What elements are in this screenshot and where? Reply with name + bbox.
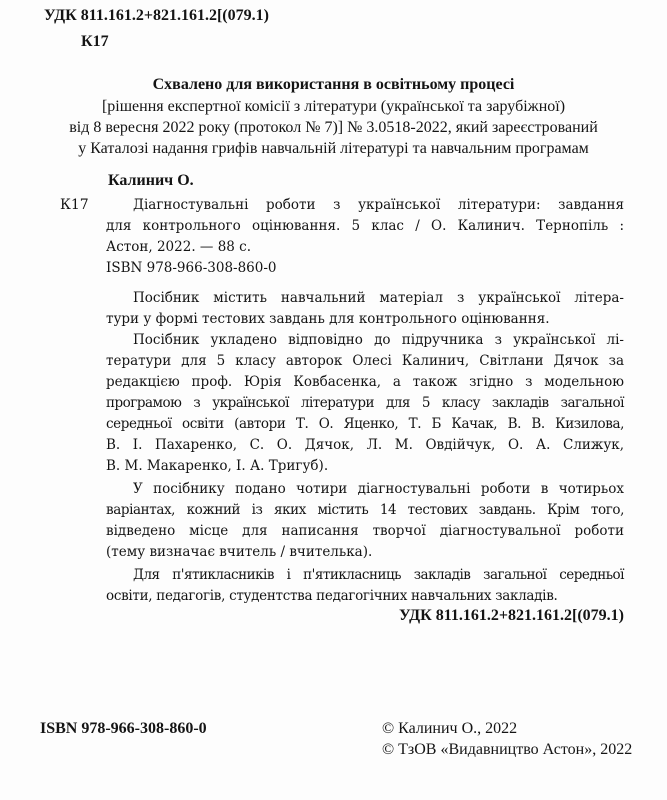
annotation-line: відведено місце для написання творчої діагностувальної роботи	[106, 523, 624, 539]
annotation-line: В. М. Макаренко, І. А. Тригуб).	[106, 458, 329, 474]
approval-line: у Каталозі надання грифів навчальній літературі та навчальним програмам	[78, 140, 589, 157]
udk-code: УДК 811.161.2+821.161.2[(079.1)	[44, 7, 269, 24]
annotation-line: середньої освіти (автори Т. О. Яценко, Т. Б Качак, В. В. Кизилова,	[106, 416, 624, 432]
annotation-line: варіантах, кожний із яких містить 14 тестових завдань. Крім того,	[106, 502, 624, 518]
approval-line: [рішення експертної комісії з літератури (української та зарубіжної)	[101, 98, 566, 115]
annotation-line: освіти, педагогів, студентства педагогічних навчальних закладів.	[106, 588, 558, 604]
bib-line: Діагностувальні роботи з української літератури: завдання	[133, 197, 624, 213]
approval-title: Схвалено для використання в освітньому процесі	[152, 76, 515, 93]
bib-isbn: ISBN 978-966-308-860-0	[106, 260, 277, 276]
annotation-line: Посібник укладено відповідно до підручника з української лі-	[133, 332, 624, 348]
footer-isbn: ISBN 978-966-308-860-0	[40, 720, 207, 737]
annotation-line: Для п'ятикласників і п'ятикласниць закладів загальної середньої	[133, 567, 624, 583]
annotation-line: тератури для 5 класу авторок Олесі Калинич, Світлани Дячок за	[106, 353, 624, 369]
annotation-udk: УДК 811.161.2+821.161.2[(079.1)	[399, 607, 624, 624]
annotation-line: тури у формі тестових завдань для контрольного оцінювання.	[106, 311, 550, 327]
bib-line: Астон, 2022. — 88 с.	[106, 239, 252, 255]
annotation-line: (тему визначає вчитель / вчителька).	[106, 544, 373, 560]
approval-line: від 8 вересня 2022 року (протокол № 7)] № 3.0518-2022, який зареєстрований	[69, 119, 598, 136]
copyright-publisher: © ТзОВ «Видавництво Астон», 2022	[382, 741, 633, 758]
annotation-line: Посібник містить навчальний матеріал з української літера-	[133, 290, 624, 306]
bib-line: для контрольного оцінювання. 5 клас / О. Калинич. Тернопіль :	[106, 218, 624, 234]
author-name: Калинич О.	[108, 172, 194, 189]
bbk-code: К17	[81, 33, 109, 50]
annotation-line: В. І. Пахаренко, С. О. Дячок, Л. М. Овдійчук, О. А. Слижук,	[106, 437, 624, 453]
annotation-line: У посібнику подано чотири діагностувальні роботи в чотирьох	[133, 481, 624, 497]
bbk-index: К17	[60, 197, 89, 213]
copyright-author: © Калинич О., 2022	[382, 720, 518, 737]
annotation-line: програмою з української літератури для 5 класу закладів загальної	[106, 395, 624, 411]
annotation-line: редакцією проф. Юрія Ковбасенка, а також згідно з модельною	[106, 374, 624, 390]
